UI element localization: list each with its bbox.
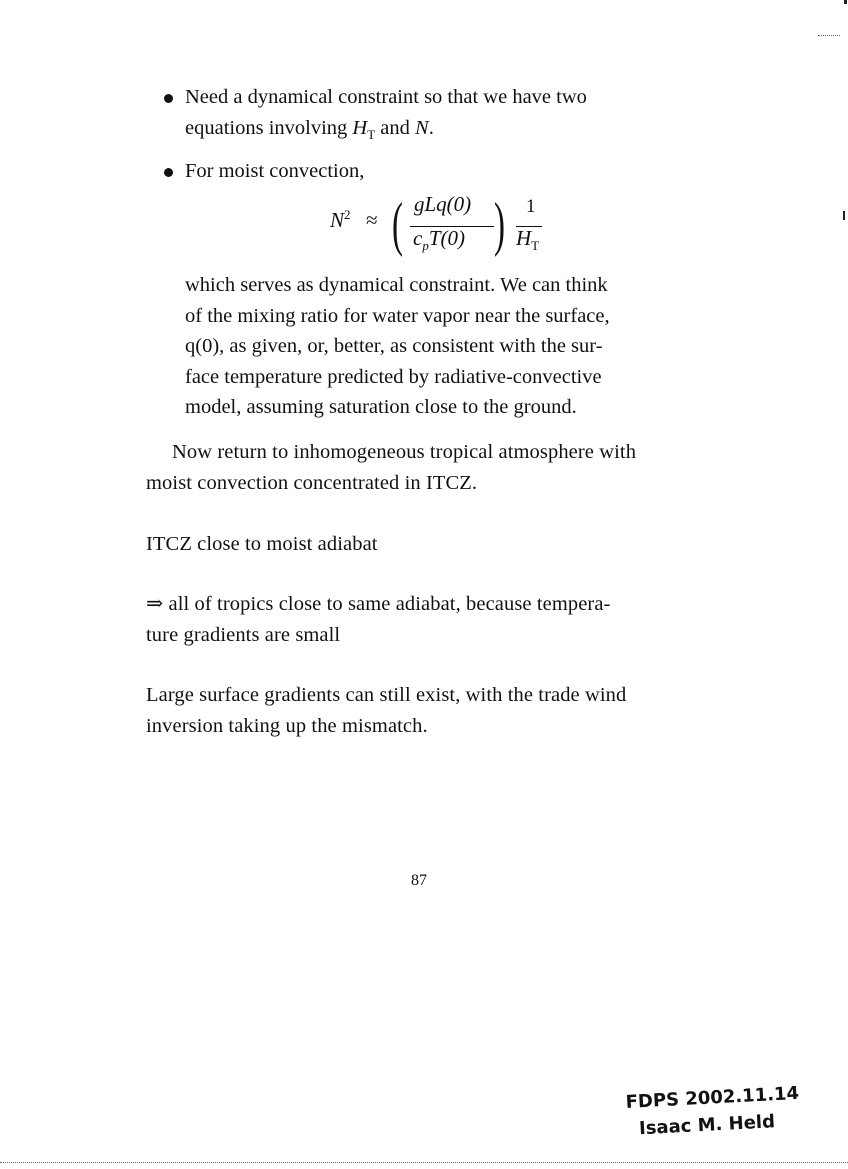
signature-line-2: Isaac M. Held: [638, 1111, 776, 1140]
equation: [330, 191, 570, 260]
fraction-2-denominator: $H_T$: [516, 226, 540, 254]
text-line: of the mixing ratio for water vapor near the surface,: [185, 304, 610, 327]
paragraph-itcz: [146, 529, 378, 560]
paragraph-surface-gradients: [146, 680, 626, 741]
fraction-1-denominator: $c_pT(0)$: [413, 226, 465, 254]
bullet-marker: [164, 168, 173, 177]
text-line: ⇒ all of tropics close to same adiabat, because tempera-: [146, 593, 611, 615]
scan-speck: [843, 211, 845, 220]
page-number: 87: [411, 872, 427, 889]
text-line: model, assuming saturation close to the ground.: [185, 396, 577, 418]
bullet-1-line-1: Need a dynamical constraint so that we have two: [185, 86, 587, 108]
bullet-1-line-2: equations involving $H_T$ and N.: [185, 116, 434, 142]
scan-speck: [844, 0, 847, 4]
bullet-marker: [164, 94, 173, 103]
fraction-2-numerator: 1: [526, 196, 536, 217]
text-line: Now return to inhomogeneous tropical atmosphere with: [172, 441, 637, 463]
text-line: Large surface gradients can still exist, with the trade wind: [146, 684, 627, 706]
scan-edge-dots: [818, 35, 840, 36]
text-line: which serves as dynamical constraint. We can think: [185, 274, 608, 296]
paragraph-adiabat: [146, 589, 610, 650]
fraction-1-numerator: gLq(0): [414, 192, 472, 216]
equation-lhs: $N^2$: [330, 207, 351, 232]
handwritten-signature: [625, 1080, 801, 1143]
signature-line-1: FDPS 2002.11.14: [625, 1082, 800, 1113]
text-line: q(0), as given, or, better, as consistent with the sur-: [185, 335, 603, 357]
text-line: moist convection concentrated in ITCZ.: [146, 471, 478, 494]
text-line: face temperature predicted by radiative-convective: [185, 365, 602, 388]
text-line: ITCZ close to moist adiabat: [146, 533, 378, 555]
right-paren: ): [494, 191, 505, 257]
scan-edge-dots: [0, 1162, 848, 1163]
paragraph-inhomogeneous: [146, 437, 636, 498]
bullet-item-1: [185, 82, 690, 143]
bullet-item-2: [185, 156, 690, 187]
left-paren: (: [392, 191, 403, 257]
bullet-2-line-1: For moist convection,: [185, 160, 365, 182]
equation-relation: ≈: [366, 208, 378, 232]
text-line: inversion taking up the mismatch.: [146, 714, 428, 737]
text-line: ture gradients are small: [146, 623, 341, 646]
bullet-2-continuation: [185, 270, 690, 423]
